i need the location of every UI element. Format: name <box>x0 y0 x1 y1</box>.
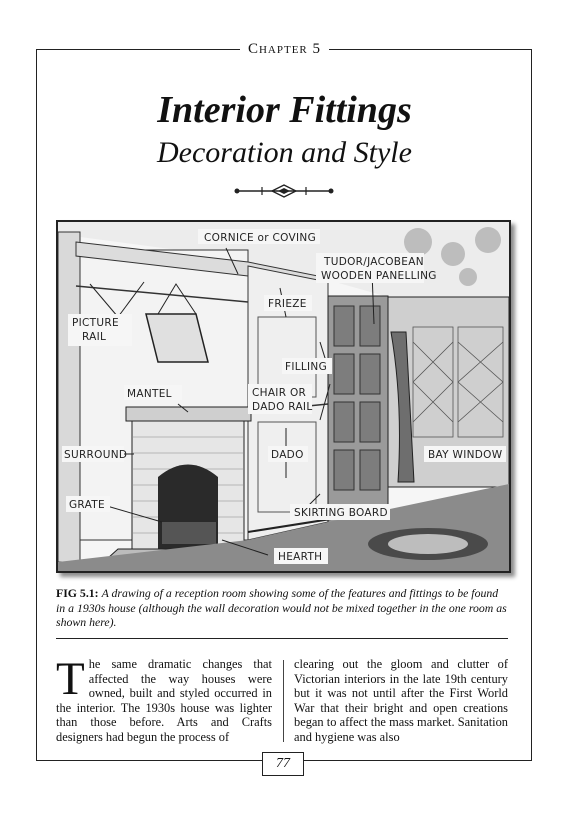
label-cornice: CORNICE or COVING <box>204 232 317 244</box>
chapter-label: Chapter 5 <box>0 40 569 58</box>
page-subtitle: Decoration and Style <box>157 136 412 169</box>
label-chair-2: DADO RAIL <box>252 401 313 413</box>
ornament-divider <box>232 184 336 198</box>
label-bay-window: BAY WINDOW <box>428 449 503 461</box>
figure-caption-text: A drawing of a reception room showing some of the features and fittings to be found in a 1930s house (although the wall decoration would not be mixed together in the one room as shown here). <box>56 586 507 629</box>
label-frieze: FRIEZE <box>268 298 307 310</box>
caption-rule <box>56 638 508 639</box>
body-column-1 <box>56 653 272 745</box>
label-picture-1: PICTURE <box>72 317 119 329</box>
column-divider <box>283 660 284 742</box>
label-tudor-1: TUDOR/JACOBEAN <box>324 256 424 268</box>
figure-caption <box>56 586 510 630</box>
label-picture-2: RAIL <box>82 331 107 343</box>
page-number: 77 <box>262 752 304 776</box>
label-tudor-2: WOODEN PANELLING <box>321 270 437 282</box>
label-filling: FILLING <box>285 361 328 373</box>
label-grate: GRATE <box>69 499 105 511</box>
body-column-2-text: clearing out the gloom and clutter of Victorian interiors in the late 19th century but it was not until after the First World War that their bright and open creations began to affect the mass market. Sanitation and hygiene was also <box>294 657 508 744</box>
drop-cap: T <box>56 653 85 705</box>
room-illustration <box>56 220 511 573</box>
label-chair-1: CHAIR OR <box>252 387 307 399</box>
label-skirting: SKIRTING BOARD <box>294 507 388 519</box>
label-dado: DADO <box>271 449 304 461</box>
label-surround: SURROUND <box>64 449 128 461</box>
body-column-2 <box>294 657 508 745</box>
page-title: Interior Fittings <box>157 89 412 131</box>
body-column-1-text: he same dramatic changes that affected the way houses were owned, built and styled occurred in the interior. The 1930s house was lighter than those before. Arts and Crafts designers had begun the process of <box>56 657 272 744</box>
figure-ref: FIG 5.1: <box>56 586 99 600</box>
label-hearth: HEARTH <box>278 551 323 563</box>
label-mantel: MANTEL <box>127 388 172 400</box>
room-drawing <box>58 222 509 571</box>
